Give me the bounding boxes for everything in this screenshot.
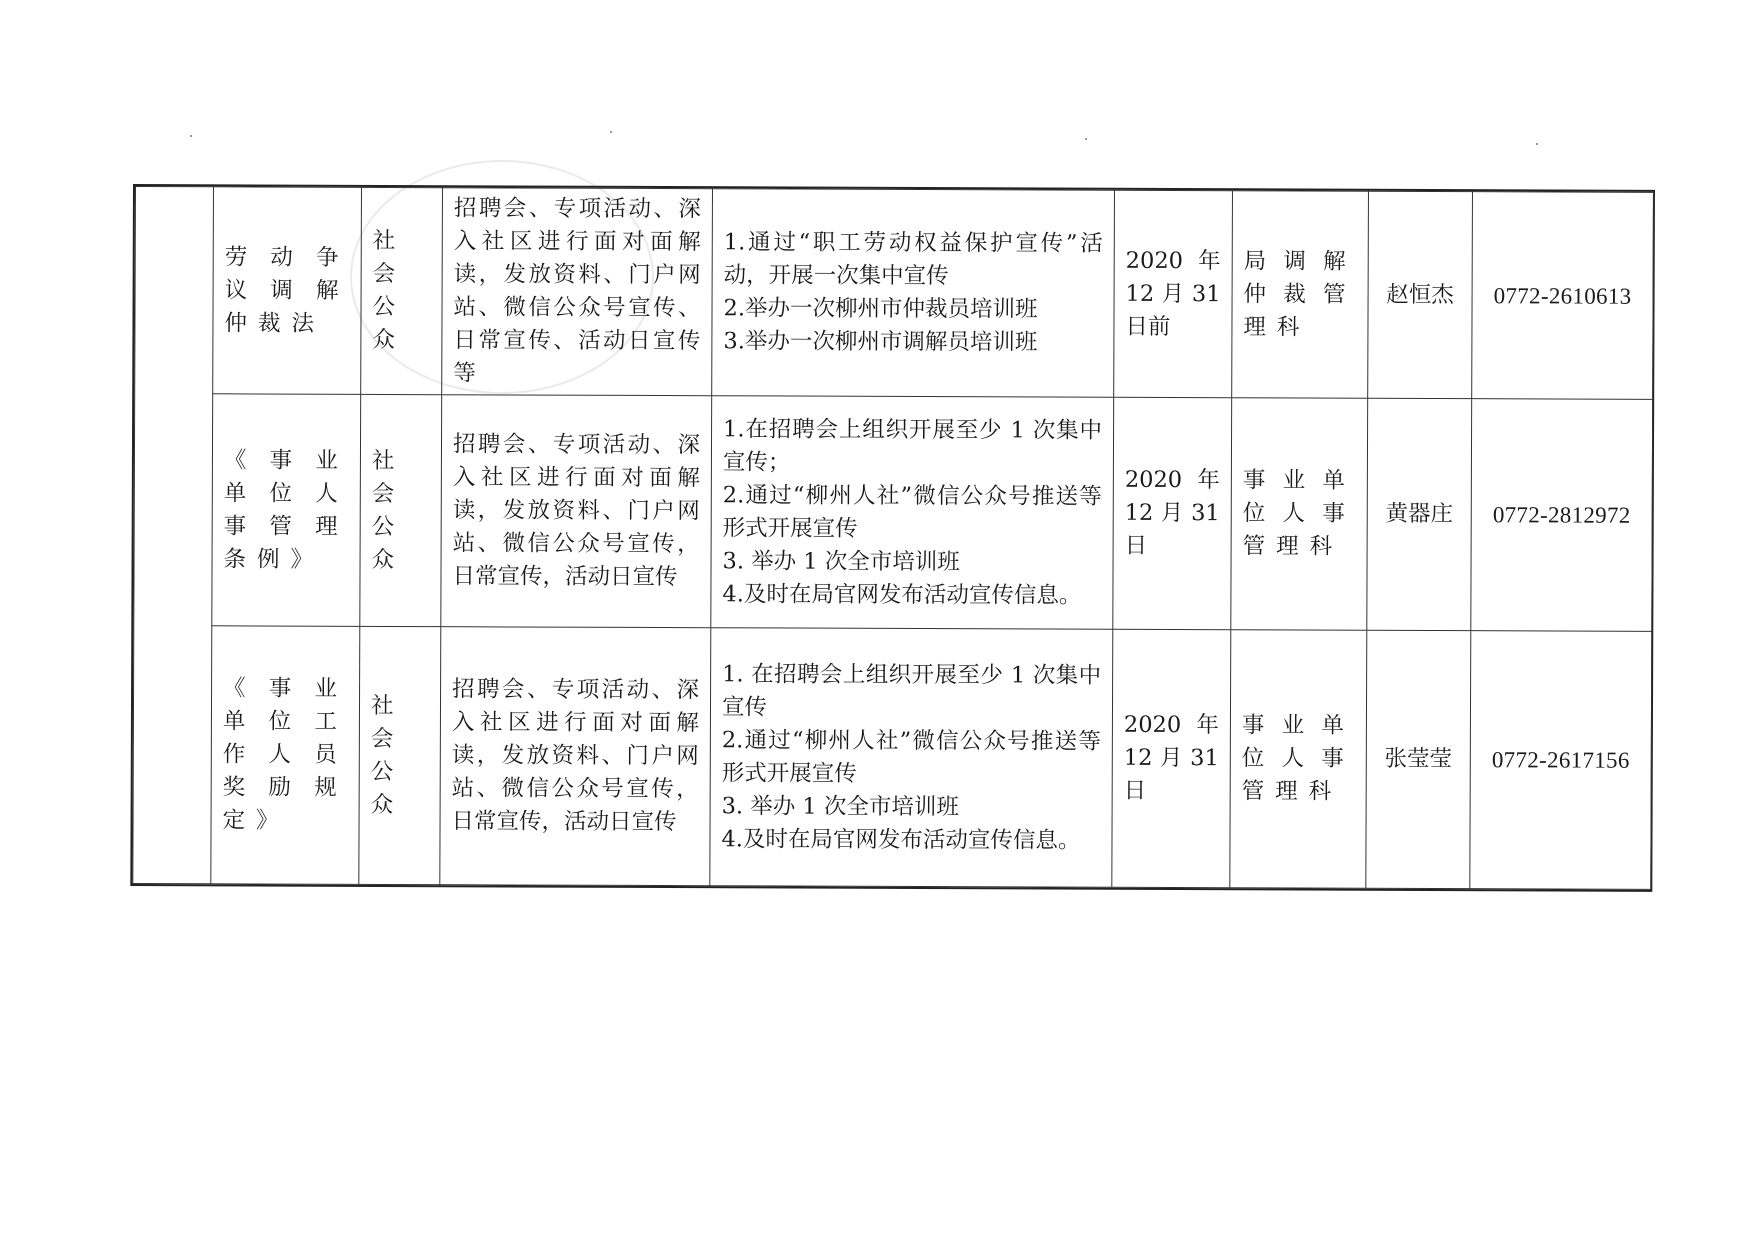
target-audience-cell: 社会公众 [359,626,441,884]
target-audience-cell: 社会公众 [360,394,442,626]
activity-item: 1.通过“职工劳动权益保护宣传”活动，开展一次集中宣传 [723,229,1103,290]
contact-person-cell: 黄器庄 [1367,398,1472,630]
deadline-cell: 2020 年 12 月 31 日前 [1114,190,1233,397]
law-name-cell: 《事业单位人事管理条例》 [212,394,361,627]
department-cell: 事业单位人事管理科 [1231,398,1368,631]
methods-cell: 招聘会、专项活动、深入社区进行面对面解读，发放资料、门户网站、微信公众号宣传、日常宣传、活动日宣传等 [442,188,713,396]
activity-item: 1. 在招聘会上组织开展至少 1 次集中宣传 [721,660,1102,720]
activity-item: 3. 举办 1 次全市培训班 [721,792,959,820]
activity-item: 4.及时在局官网发布活动宣传信息。 [722,580,1082,609]
activity-item: 3.举办一次柳州市调解员培训班 [723,328,1038,356]
department-cell: 局调解仲裁管理科 [1232,191,1369,399]
activity-item: 4.及时在局官网发布活动宣传信息。 [721,825,1081,854]
table-row [135,187,1654,400]
methods-cell: 招聘会、专项活动、深入社区进行面对面解读，发放资料、门户网站、微信公众号宣传，日常宣传，活动日宣传 [440,627,711,886]
scan-speck [1536,143,1538,145]
phone-cell: 0772-2617156 [1470,631,1652,890]
activity-item: 1.在招聘会上组织开展至少 1 次集中宣传； [722,415,1103,476]
activities-cell [710,628,1113,888]
deadline-cell: 2020 年 12 月 31 日 [1112,629,1231,887]
deadline-cell: 2020 年 12 月 31 日 [1113,397,1232,629]
activity-item: 2.举办一次柳州市仲裁员培训班 [723,295,1038,323]
table-row [134,394,1653,632]
scan-speck [610,131,612,133]
phone-cell: 0772-2812972 [1471,399,1653,632]
department-cell: 事业单位人事管理科 [1230,630,1367,889]
activities-cell [712,189,1115,398]
activity-item: 3. 举办 1 次全市培训班 [722,547,960,575]
methods-cell: 招聘会、专项活动、深入社区进行面对面解读，发放资料、门户网站、微信公众号宣传，日常宣传，活动日宣传 [441,395,712,628]
scan-speck [190,135,192,137]
contact-person-cell: 张莹莹 [1366,630,1471,888]
contact-person-cell: 赵恒杰 [1368,191,1473,398]
law-name-cell: 《事业单位工作人员奖励规定》 [211,626,360,885]
merged-blank-cell [133,187,214,884]
table-row [133,626,1652,890]
target-audience-cell: 社会公众 [361,187,443,394]
publicity-plan-table [130,184,1655,892]
scan-speck [1085,138,1087,140]
law-name-cell: 劳动争议调解仲裁法 [213,187,362,395]
activity-item: 2.通过“柳州人社”微信公众号推送等形式开展宣传 [722,481,1102,542]
phone-cell: 0772-2610613 [1472,192,1654,400]
activity-item: 2.通过“柳州人社”微信公众号推送等形式开展宣传 [721,726,1101,787]
activities-cell [711,396,1114,630]
